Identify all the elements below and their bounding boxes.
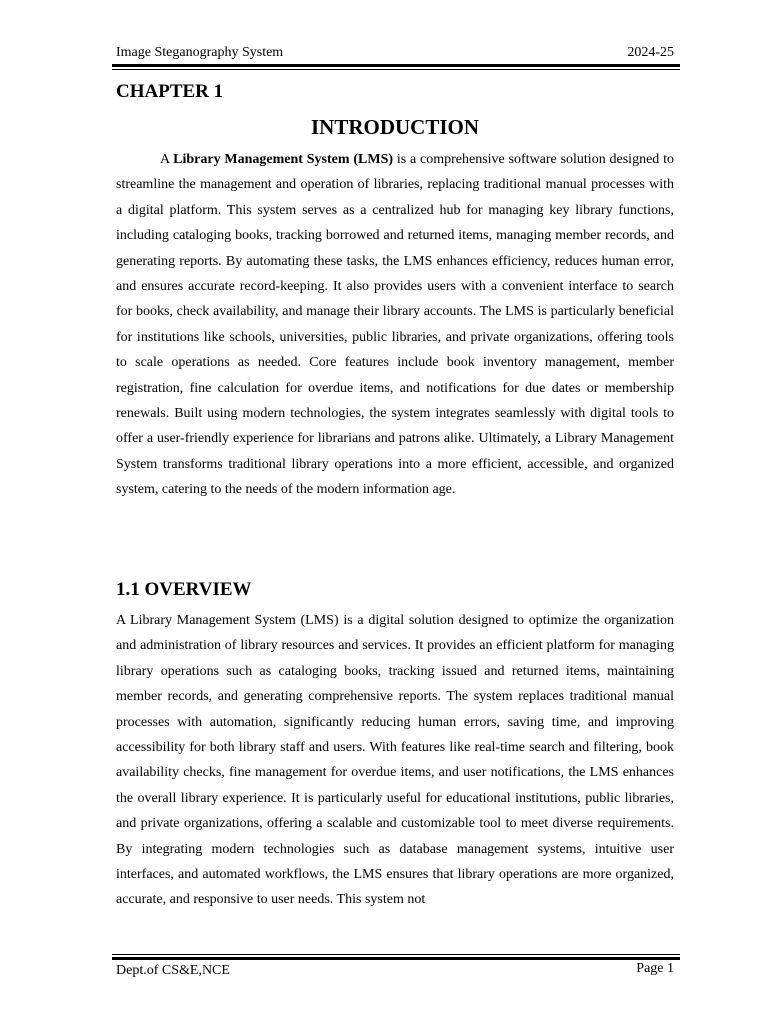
intro-body: is a comprehensive software solution designed to streamline the management and operation of libraries, replacing traditional manual processes with a digital platform. This system serves as a centralized hub for managing key library functions, including cataloging books, tracking borrowed and returned items, managing member records, and generating reports. By automating these tasks, the LMS enhances efficiency, reduces human error, and ensures accurate record-keeping. It also provides users with a convenient interface to search for books, check availability, and manage their library accounts. The LMS is particularly beneficial for institutions like schools, universities, public libraries, and private organizations, offering tools to scale operations as needed. Core features include book inventory management, member registration, fine calculation for overdue items, and notifications for due dates or membership renewals. Built using modern technologies, the system integrates seamlessly with digital tools to offer a user-friendly experience for librarians and patrons alike. Ultimately, a Library Management System transforms traditional library operations into a more efficient, accessible, and organized system, catering to the needs of the modern information age.	[116, 152, 674, 498]
header-title: Image Steganography System	[116, 45, 284, 60]
intro-paragraph	[116, 147, 674, 503]
overview-paragraph: A Library Management System (LMS) is a digital solution designed to optimize the organization and administration of library resources and services. It provides an efficient platform for managing library operations such as cataloging books, tracking issued and returned items, maintaining member records, and generating comprehensive reports. The system replaces traditional manual processes with automation, significantly reducing human errors, saving time, and improving accessibility for both library staff and users. With features like real-time search and filtering, book availability checks, fine management for overdue items, and user notifications, the LMS enhances the overall library experience. It is particularly useful for educational institutions, public libraries, and private organizations, offering a scalable and customizable tool to meet diverse requirements. By integrating modern technologies such as database management systems, intuitive user interfaces, and automated workflows, the LMS ensures that library operations are more organized, accurate, and responsive to user needs. This system not	[116, 613, 674, 908]
intro-bold-term: Library Management System (LMS)	[173, 152, 394, 167]
page-header	[116, 44, 674, 64]
chapter-label: CHAPTER 1	[116, 81, 224, 102]
footer-department: Dept.of CS&E,NCE	[116, 963, 230, 978]
page-footer	[116, 960, 674, 980]
section-heading-overview: 1.1 OVERVIEW	[116, 579, 252, 600]
chapter-title: INTRODUCTION	[310, 115, 480, 139]
footer-rule-thin	[112, 954, 680, 955]
header-rule-thick	[112, 64, 680, 67]
footer-page-number: Page 1	[636, 961, 674, 976]
header-rule-thin	[112, 69, 680, 70]
header-year: 2024-25	[627, 45, 674, 60]
intro-lead: A	[160, 152, 174, 167]
